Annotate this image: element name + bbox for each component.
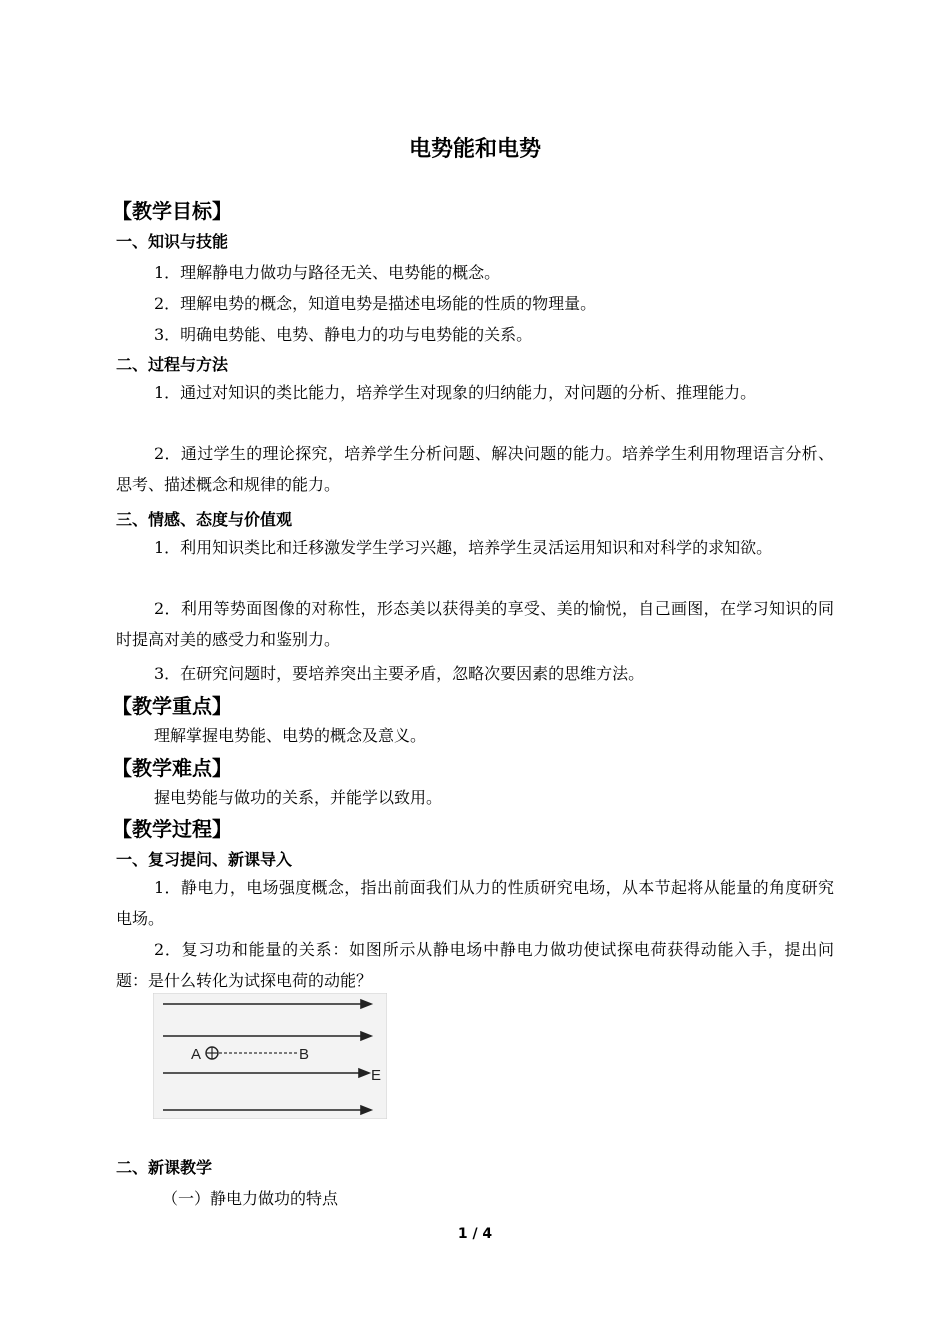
knowledge-item-1: 1．理解静电力做功与路径无关、电势能的概念。 [154,263,501,282]
electric-field-diagram [153,993,387,1119]
label-a: A [191,1046,202,1063]
subheading-static-work: （一）静电力做功的特点 [162,1189,339,1208]
difficulties-text: 握电势能与做功的关系，并能学以致用。 [154,788,443,807]
document-title: 电势能和电势 [408,137,541,162]
review-item-2: 2．复习功和能量的关系：如图所示从静电场中静电力做功使试探电荷获得动能入手，提出问题：是什么转化为试探电荷的动能？ [116,940,834,990]
label-b: B [299,1046,310,1063]
process-item-1: 1．通过对知识的类比能力，培养学生对现象的归纳能力，对问题的分析、推理能力。 [154,383,757,402]
heading-knowledge: 一、知识与技能 [116,232,229,251]
emotion-item-2: 2．利用等势面图像的对称性，形态美以获得美的享受、美的愉悦，自己画图，在学习知识的同时提高对美的感受力和鉴别力。 [116,599,834,649]
heading-difficulties: 【教学难点】 [112,756,232,780]
review-item-1: 1．静电力，电场强度概念，指出前面我们从力的性质研究电场，从本节起将从能量的角度研究电场。 [116,878,834,928]
emotion-item-3: 3．在研究问题时，要培养突出主要矛盾，忽略次要因素的思维方法。 [154,664,645,683]
heading-objectives: 【教学目标】 [112,199,232,223]
diagram-frame [153,993,387,1119]
heading-review: 一、复习提问、新课导入 [116,850,293,869]
process-item-2: 2．通过学生的理论探究，培养学生分析问题、解决问题的能力。培养学生利用物理语言分析、思考、描述概念和规律的能力。 [116,444,834,494]
heading-new-lesson: 二、新课教学 [116,1158,213,1177]
emotion-item-1: 1．利用知识类比和迁移激发学生学习兴趣，培养学生灵活运用知识和对科学的求知欲。 [154,538,773,557]
heading-emotion: 三、情感、态度与价值观 [116,510,293,529]
heading-teaching-process: 【教学过程】 [112,817,232,841]
knowledge-item-3: 3．明确电势能、电势、静电力的功与电势能的关系。 [154,325,533,344]
label-e: E [371,1067,382,1084]
key-points-text: 理解掌握电势能、电势的概念及意义。 [154,726,427,745]
heading-key-points: 【教学重点】 [112,694,232,718]
page-number: 1 / 4 [457,1226,493,1242]
knowledge-item-2: 2．理解电势的概念，知道电势是描述电场能的性质的物理量。 [154,294,597,313]
heading-process-method: 二、过程与方法 [116,355,229,374]
